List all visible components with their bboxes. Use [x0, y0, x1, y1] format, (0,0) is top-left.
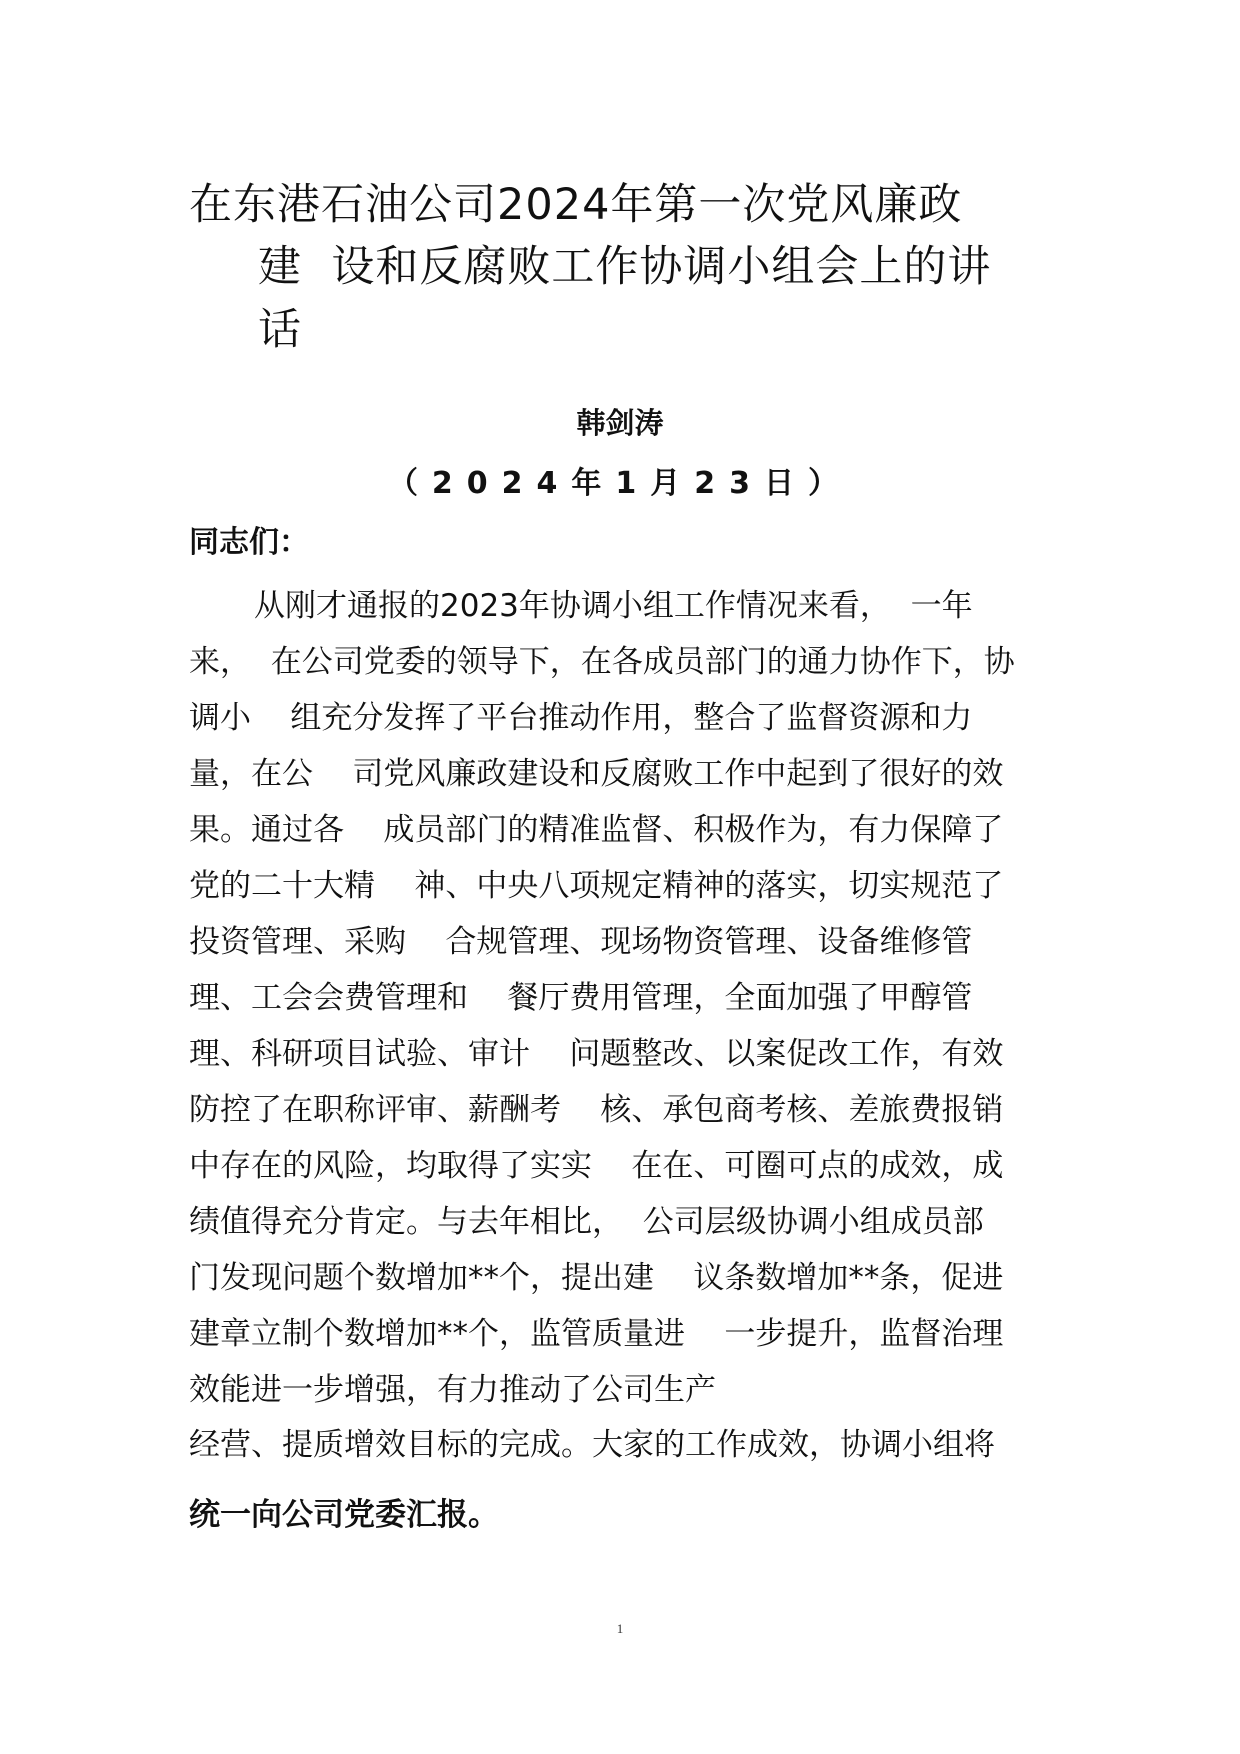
body-line: 效能进一步增强，有力推动了公司生产 — [189, 1372, 716, 1408]
title-line-1: 在东港石油公司2024年第一次党风廉政 — [189, 180, 963, 230]
salutation: 同志们： — [189, 525, 309, 560]
body-line: 门发现问题个数增加**个，提出建 议条数增加**条，促进 — [189, 1260, 1004, 1296]
body-line: 理、科研项目试验、审计 问题整改、以案促改工作，有效 — [189, 1036, 1004, 1072]
body-line: 绩值得充分肯定。与去年相比， 公司层级协调小组成员部 — [189, 1204, 984, 1240]
body-line: 党的二十大精 神、中央八项规定精神的落实，切实规范了 — [189, 868, 1004, 904]
body-line: 防控了在职称评审、薪酬考 核、承包商考核、差旅费报销 — [189, 1092, 1004, 1128]
body-line: 果。通过各 成员部门的精准监督、积极作为，有力保障了 — [189, 812, 1004, 848]
body-line: 建章立制个数增加**个，监管质量进 一步提升，监督治理 — [189, 1316, 1004, 1352]
speech-date: （2024年1月23日） — [387, 466, 853, 501]
body-line: 调小 组充分发挥了平台推动作用，整合了监督资源和力 — [189, 700, 973, 736]
body-line: 理、工会会费管理和 餐厅费用管理，全面加强了甲醇管 — [189, 980, 973, 1016]
body-line: 经营、提质增效目标的完成。大家的工作成效，协调小组将 — [189, 1427, 995, 1463]
title-line-3: 话 — [258, 305, 302, 355]
closing-line: 统一向公司党委汇报。 — [189, 1497, 499, 1533]
title-line-2: 建 设和反腐败工作协调小组会上的讲 — [258, 242, 992, 292]
author-name: 韩剑涛 — [576, 406, 664, 440]
body-line: 中存在的风险，均取得了实实 在在、可圈可点的成效，成 — [189, 1148, 1004, 1184]
page-number: 1 — [616, 1621, 624, 1636]
body-line: 量，在公 司党风廉政建设和反腐败工作中起到了很好的效 — [189, 756, 1004, 792]
body-line: 来， 在公司党委的领导下，在各成员部门的通力协作下，协 — [189, 644, 1015, 680]
body-line: 从刚才通报的2023年协调小组工作情况来看， 一年 — [254, 588, 973, 624]
body-line: 投资管理、采购 合规管理、现场物资管理、设备维修管 — [189, 924, 973, 960]
